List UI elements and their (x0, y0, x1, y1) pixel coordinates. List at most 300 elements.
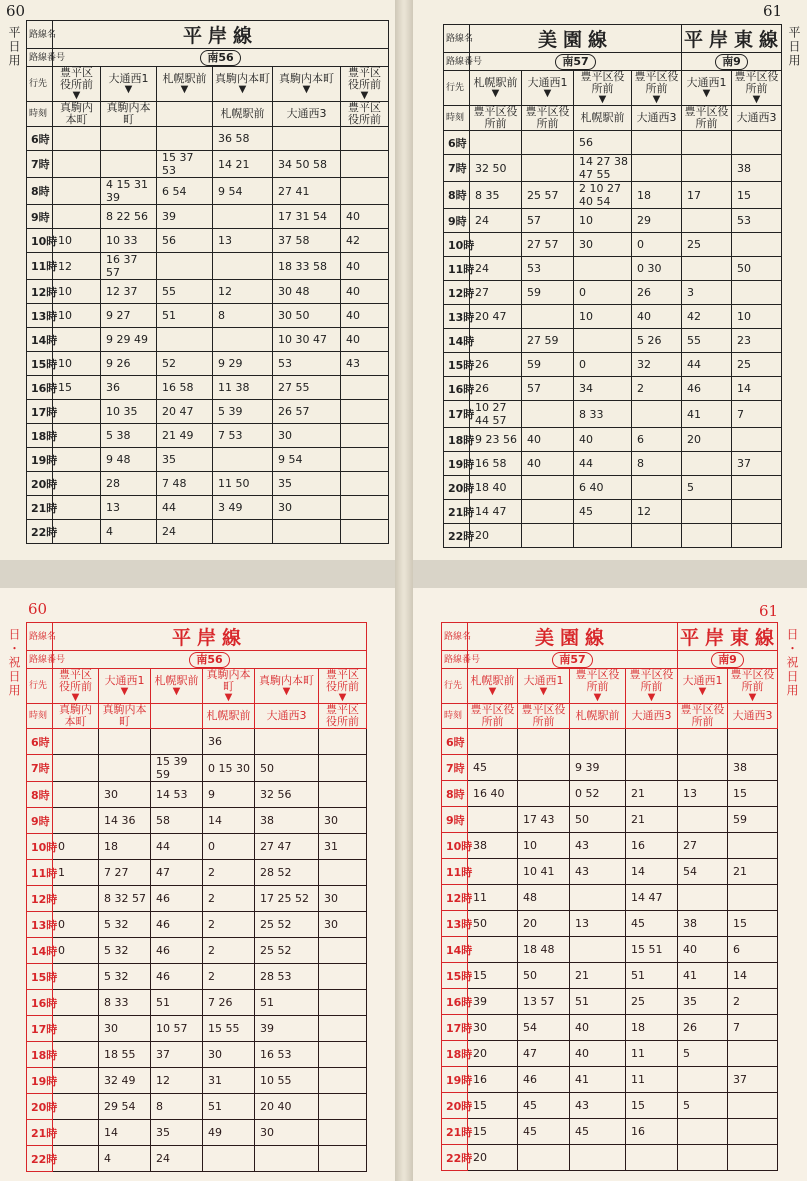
down-arrow-icon: ▼ (238, 84, 247, 95)
departure-minutes (470, 329, 522, 353)
hour-label: 17時 (444, 401, 470, 428)
departure-minutes: 3 49 (213, 496, 273, 520)
departure-minutes (319, 964, 367, 990)
hour-label: 11時 (442, 859, 468, 885)
destination-header (632, 71, 682, 106)
departure-minutes (255, 1146, 319, 1172)
route-badge: 南57 (552, 652, 592, 668)
departure-minutes: 0 (574, 281, 632, 305)
departure-minutes: 29 (632, 209, 682, 233)
destination-name: 大通西1 (527, 76, 568, 89)
departure-minutes (518, 781, 570, 807)
departure-minutes (632, 155, 682, 182)
departure-minutes: 39 (157, 205, 213, 229)
origin-row (27, 102, 389, 127)
departure-minutes: 57 (522, 209, 574, 233)
route-number-label: 路線番号 (27, 651, 53, 669)
departure-minutes (151, 729, 203, 755)
departure-minutes: 46 (151, 938, 203, 964)
departure-minutes: 30 (99, 782, 151, 808)
origin-header (151, 704, 203, 729)
hour-label: 8時 (27, 782, 53, 808)
departure-minutes: 10 35 (101, 400, 157, 424)
departure-minutes (728, 1041, 778, 1067)
hour-label: 15時 (444, 353, 470, 377)
departure-minutes: 16 (626, 833, 678, 859)
hour-row (27, 376, 389, 400)
departure-minutes (319, 755, 367, 782)
departure-minutes: 16 58 (157, 376, 213, 400)
departure-minutes: 30 (319, 912, 367, 938)
hour-row (27, 808, 367, 834)
departure-minutes: 16 40 (468, 781, 518, 807)
hour-row (444, 257, 782, 281)
departure-minutes: 26 (632, 281, 682, 305)
destination-header (273, 67, 341, 102)
departure-minutes: 40 (522, 452, 574, 476)
departure-minutes: 51 (203, 1094, 255, 1120)
hour-label: 16時 (27, 376, 53, 400)
departure-minutes: 14 21 (213, 151, 273, 178)
departure-minutes: 12 (213, 280, 273, 304)
hour-label: 22時 (27, 1146, 53, 1172)
departure-minutes: 7 53 (213, 424, 273, 448)
departure-minutes (213, 520, 273, 544)
departure-minutes: 21 49 (157, 424, 213, 448)
departure-minutes (53, 1094, 99, 1120)
origin-row (27, 704, 367, 729)
route-number-label: 路線番号 (444, 53, 470, 71)
departure-minutes: 37 (151, 1042, 203, 1068)
departure-minutes: 9 48 (101, 448, 157, 472)
destination-label: 行先 (444, 71, 470, 106)
departure-minutes: 0 (632, 233, 682, 257)
departure-minutes (53, 205, 101, 229)
departure-minutes (53, 755, 99, 782)
departure-minutes: 51 (255, 990, 319, 1016)
hour-row (442, 1015, 778, 1041)
departure-minutes: 53 (522, 257, 574, 281)
down-arrow-icon: ▼ (488, 686, 497, 697)
departure-minutes: 30 (255, 1120, 319, 1146)
hour-row (27, 860, 367, 886)
timetable-weekday-left (26, 20, 389, 544)
hour-label: 19時 (442, 1067, 468, 1093)
departure-minutes (732, 233, 782, 257)
departure-minutes: 38 (468, 833, 518, 859)
departure-minutes: 8 (151, 1094, 203, 1120)
departure-minutes (341, 127, 389, 151)
down-arrow-icon: ▼ (698, 686, 707, 697)
departure-minutes (319, 860, 367, 886)
departure-minutes (632, 524, 682, 548)
departure-minutes (53, 400, 101, 424)
departure-minutes: 24 (157, 520, 213, 544)
destination-header (626, 669, 678, 704)
timetable-holiday-right (441, 622, 781, 1171)
departure-minutes (570, 937, 626, 963)
departure-minutes: 10 (732, 305, 782, 329)
hour-row (442, 911, 778, 937)
destination-header (682, 71, 732, 106)
departure-minutes: 30 (273, 424, 341, 448)
departure-minutes: 5 38 (101, 424, 157, 448)
departure-minutes: 50 (518, 963, 570, 989)
departure-minutes (341, 448, 389, 472)
destination-name: 豊平区役所前 (634, 70, 679, 95)
down-arrow-icon: ▼ (282, 686, 291, 697)
hour-row (27, 834, 367, 860)
hour-label: 21時 (444, 500, 470, 524)
hour-label: 14時 (442, 937, 468, 963)
departure-minutes: 49 (203, 1120, 255, 1146)
departure-minutes: 40 (341, 328, 389, 352)
departure-minutes: 10 57 (151, 1016, 203, 1042)
destination-header (570, 669, 626, 704)
departure-minutes: 38 (678, 911, 728, 937)
departure-minutes: 20 (518, 911, 570, 937)
page-weekday-right (413, 0, 807, 560)
destination-name: 大通西1 (108, 72, 149, 85)
departure-minutes: 37 58 (273, 229, 341, 253)
departure-minutes (157, 127, 213, 151)
departure-minutes (468, 807, 518, 833)
route-title-2: 平岸東線 (678, 623, 778, 651)
origin-header: 札幌駅前 (203, 704, 255, 729)
hour-row (444, 500, 782, 524)
destination-header (678, 669, 728, 704)
departure-minutes (728, 885, 778, 911)
timetable-weekday-right (443, 24, 785, 548)
departure-minutes: 5 (682, 476, 732, 500)
departure-minutes (522, 401, 574, 428)
departure-minutes: 14 (99, 1120, 151, 1146)
schedule-type-label: 平日用 (787, 26, 801, 68)
departure-minutes: 32 49 (99, 1068, 151, 1094)
origin-header (157, 102, 213, 127)
hour-row (444, 428, 782, 452)
departure-minutes (570, 729, 626, 755)
hour-row (27, 328, 389, 352)
hour-label: 18時 (27, 424, 53, 448)
page-holiday-left (0, 588, 395, 1181)
departure-minutes (53, 178, 101, 205)
departure-minutes: 8 33 (574, 401, 632, 428)
departure-minutes: 8 (632, 452, 682, 476)
departure-minutes (678, 755, 728, 781)
departure-minutes: 6 (728, 937, 778, 963)
hour-row (442, 1067, 778, 1093)
departure-minutes: 45 (468, 755, 518, 781)
route-number-row (444, 53, 782, 71)
departure-minutes: 43 (341, 352, 389, 376)
departure-minutes: 15 39 59 (151, 755, 203, 782)
route-title: 平岸線 (53, 623, 367, 651)
route-title: 美園線 (468, 623, 678, 651)
route-badge-cell-2 (678, 651, 778, 669)
departure-minutes: 14 47 (626, 885, 678, 911)
departure-minutes: 18 33 58 (273, 253, 341, 280)
departure-minutes: 15 37 53 (157, 151, 213, 178)
departure-minutes: 12 (632, 500, 682, 524)
departure-minutes: 2 (203, 860, 255, 886)
hour-row (27, 964, 367, 990)
departure-minutes: 40 (341, 253, 389, 280)
departure-minutes: 17 25 52 (255, 886, 319, 912)
departure-minutes (522, 500, 574, 524)
departure-minutes: 30 (468, 1015, 518, 1041)
departure-minutes: 12 (53, 253, 101, 280)
departure-minutes (319, 729, 367, 755)
departure-minutes (319, 990, 367, 1016)
hour-label: 11時 (27, 253, 53, 280)
hour-row (27, 729, 367, 755)
departure-minutes: 15 (53, 376, 101, 400)
departure-minutes: 40 (570, 1041, 626, 1067)
hour-label: 18時 (442, 1041, 468, 1067)
destination-row (442, 669, 778, 704)
departure-minutes: 23 (732, 329, 782, 353)
departure-minutes: 46 (151, 886, 203, 912)
departure-minutes: 15 (732, 182, 782, 209)
departure-minutes (732, 131, 782, 155)
departure-minutes (341, 496, 389, 520)
hour-row (27, 253, 389, 280)
departure-minutes (682, 257, 732, 281)
departure-minutes: 37 (732, 452, 782, 476)
departure-minutes (522, 524, 574, 548)
departure-minutes (99, 729, 151, 755)
hour-row (27, 782, 367, 808)
hour-row (27, 1094, 367, 1120)
departure-minutes: 16 58 (470, 452, 522, 476)
route-badge-2: 南9 (711, 652, 744, 668)
departure-minutes: 46 (151, 912, 203, 938)
departure-minutes: 13 (213, 229, 273, 253)
hour-label: 11時 (27, 860, 53, 886)
departure-minutes: 24 (151, 1146, 203, 1172)
departure-minutes: 43 (570, 833, 626, 859)
departure-minutes: 4 15 31 39 (101, 178, 157, 205)
hour-row (444, 131, 782, 155)
departure-minutes: 13 57 (518, 989, 570, 1015)
departure-minutes (626, 755, 678, 781)
destination-label: 行先 (27, 669, 53, 704)
departure-minutes (678, 885, 728, 911)
hour-label: 20時 (27, 472, 53, 496)
departure-minutes: 15 55 (203, 1016, 255, 1042)
hour-label: 6時 (444, 131, 470, 155)
hour-label: 18時 (444, 428, 470, 452)
departure-minutes: 9 27 (101, 304, 157, 328)
destination-header (213, 67, 273, 102)
departure-minutes (319, 1094, 367, 1120)
departure-minutes: 45 (518, 1093, 570, 1119)
departure-minutes: 30 48 (273, 280, 341, 304)
hour-label: 8時 (444, 182, 470, 209)
destination-header (157, 67, 213, 102)
down-arrow-icon: ▼ (593, 692, 602, 703)
route-badge: 南57 (555, 54, 595, 70)
route-badge: 南56 (189, 652, 229, 668)
departure-minutes: 4 (101, 520, 157, 544)
hour-row (27, 1068, 367, 1094)
hour-label: 8時 (27, 178, 53, 205)
hour-row (442, 1041, 778, 1067)
page-weekday-left (0, 0, 395, 560)
departure-minutes: 24 (470, 257, 522, 281)
departure-minutes: 40 (341, 280, 389, 304)
departure-minutes (341, 400, 389, 424)
time-label: 時刻 (27, 704, 53, 729)
departure-minutes: 5 32 (99, 912, 151, 938)
departure-minutes (53, 424, 101, 448)
departure-minutes: 17 43 (518, 807, 570, 833)
departure-minutes: 27 47 (255, 834, 319, 860)
hour-label: 7時 (442, 755, 468, 781)
hour-row (27, 127, 389, 151)
destination-row (27, 67, 389, 102)
down-arrow-icon: ▼ (652, 94, 661, 105)
departure-minutes: 10 33 (101, 229, 157, 253)
origin-header: 真駒内本町 (99, 704, 151, 729)
hour-row (27, 938, 367, 964)
departure-minutes: 10 (518, 833, 570, 859)
departure-minutes: 34 50 58 (273, 151, 341, 178)
destination-row (444, 71, 782, 106)
departure-minutes: 38 (732, 155, 782, 182)
departure-minutes: 2 (203, 938, 255, 964)
departure-minutes (53, 1068, 99, 1094)
timetable-holiday-left (26, 622, 367, 1172)
departure-minutes: 10 41 (518, 859, 570, 885)
destination-name: 豊平区役所前 (348, 66, 382, 91)
departure-minutes: 14 36 (99, 808, 151, 834)
departure-minutes: 20 (468, 1145, 518, 1171)
departure-minutes (518, 729, 570, 755)
departure-minutes: 36 58 (213, 127, 273, 151)
departure-minutes: 9 54 (213, 178, 273, 205)
departure-minutes: 25 57 (522, 182, 574, 209)
destination-name: 真駒内本町 (279, 72, 334, 85)
hour-row (27, 912, 367, 938)
departure-minutes (632, 476, 682, 500)
departure-minutes: 45 (570, 1119, 626, 1145)
origin-header: 大通西3 (728, 704, 778, 729)
destination-name: 豊平区役所前 (734, 70, 779, 95)
route-name-label: 路線名 (442, 623, 468, 651)
departure-minutes: 5 32 (99, 964, 151, 990)
departure-minutes: 13 (678, 781, 728, 807)
hour-row (444, 281, 782, 305)
departure-minutes: 20 (470, 524, 522, 548)
down-arrow-icon: ▼ (224, 692, 233, 703)
departure-minutes: 10 27 44 57 (470, 401, 522, 428)
hour-label: 12時 (444, 281, 470, 305)
departure-minutes: 6 54 (157, 178, 213, 205)
departure-minutes: 20 47 (470, 305, 522, 329)
departure-minutes (213, 205, 273, 229)
departure-minutes: 41 (678, 963, 728, 989)
departure-minutes (678, 729, 728, 755)
departure-minutes: 28 53 (255, 964, 319, 990)
departure-minutes: 30 50 (273, 304, 341, 328)
departure-minutes: 38 (255, 808, 319, 834)
hour-row (27, 1016, 367, 1042)
departure-minutes: 53 (732, 209, 782, 233)
departure-minutes: 34 (574, 377, 632, 401)
departure-minutes (319, 1016, 367, 1042)
departure-minutes: 9 29 49 (101, 328, 157, 352)
departure-minutes: 0 15 30 (203, 755, 255, 782)
page-number: 61 (759, 602, 779, 620)
departure-minutes: 41 (682, 401, 732, 428)
origin-header: 豊平区役所前 (470, 106, 522, 131)
departure-minutes: 51 (157, 304, 213, 328)
destination-header (319, 669, 367, 704)
hour-row (27, 472, 389, 496)
hour-label: 19時 (27, 448, 53, 472)
hour-row (27, 886, 367, 912)
departure-minutes (632, 131, 682, 155)
destination-name: 大通西1 (104, 674, 145, 687)
origin-header: 豊平区役所前 (682, 106, 732, 131)
departure-minutes: 30 (319, 886, 367, 912)
hour-row (442, 833, 778, 859)
down-arrow-icon: ▼ (360, 90, 369, 101)
origin-row (444, 106, 782, 131)
destination-name: 豊平区役所前 (326, 668, 360, 693)
departure-minutes (341, 472, 389, 496)
departure-minutes (53, 472, 101, 496)
down-arrow-icon: ▼ (172, 686, 181, 697)
departure-minutes: 41 (570, 1067, 626, 1093)
departure-minutes (570, 1145, 626, 1171)
hour-label: 10時 (27, 229, 53, 253)
hour-label: 13時 (442, 911, 468, 937)
departure-minutes: 0 (574, 353, 632, 377)
departure-minutes: 2 (728, 989, 778, 1015)
hour-row (444, 209, 782, 233)
departure-minutes: 55 (682, 329, 732, 353)
hour-label: 12時 (27, 886, 53, 912)
origin-header: 大通西3 (632, 106, 682, 131)
route-name-label: 路線名 (444, 25, 470, 53)
route-badge-cell (470, 53, 682, 71)
origin-header: 豊平区役所前 (678, 704, 728, 729)
departure-minutes: 54 (518, 1015, 570, 1041)
departure-minutes: 20 (468, 1041, 518, 1067)
hour-label: 9時 (27, 808, 53, 834)
departure-minutes: 28 (101, 472, 157, 496)
hour-row (27, 496, 389, 520)
hour-label: 20時 (444, 476, 470, 500)
destination-name: 札幌駅前 (162, 72, 207, 85)
departure-minutes: 13 (570, 911, 626, 937)
departure-minutes: 45 (574, 500, 632, 524)
hour-label: 16時 (444, 377, 470, 401)
hour-row (444, 182, 782, 209)
departure-minutes: 47 (151, 860, 203, 886)
departure-minutes: 59 (522, 281, 574, 305)
departure-minutes: 5 (678, 1041, 728, 1067)
departure-minutes (728, 833, 778, 859)
departure-minutes: 25 52 (255, 938, 319, 964)
hour-row (444, 377, 782, 401)
origin-header: 豊平区役所前 (319, 704, 367, 729)
departure-minutes (732, 500, 782, 524)
departure-minutes (626, 729, 678, 755)
